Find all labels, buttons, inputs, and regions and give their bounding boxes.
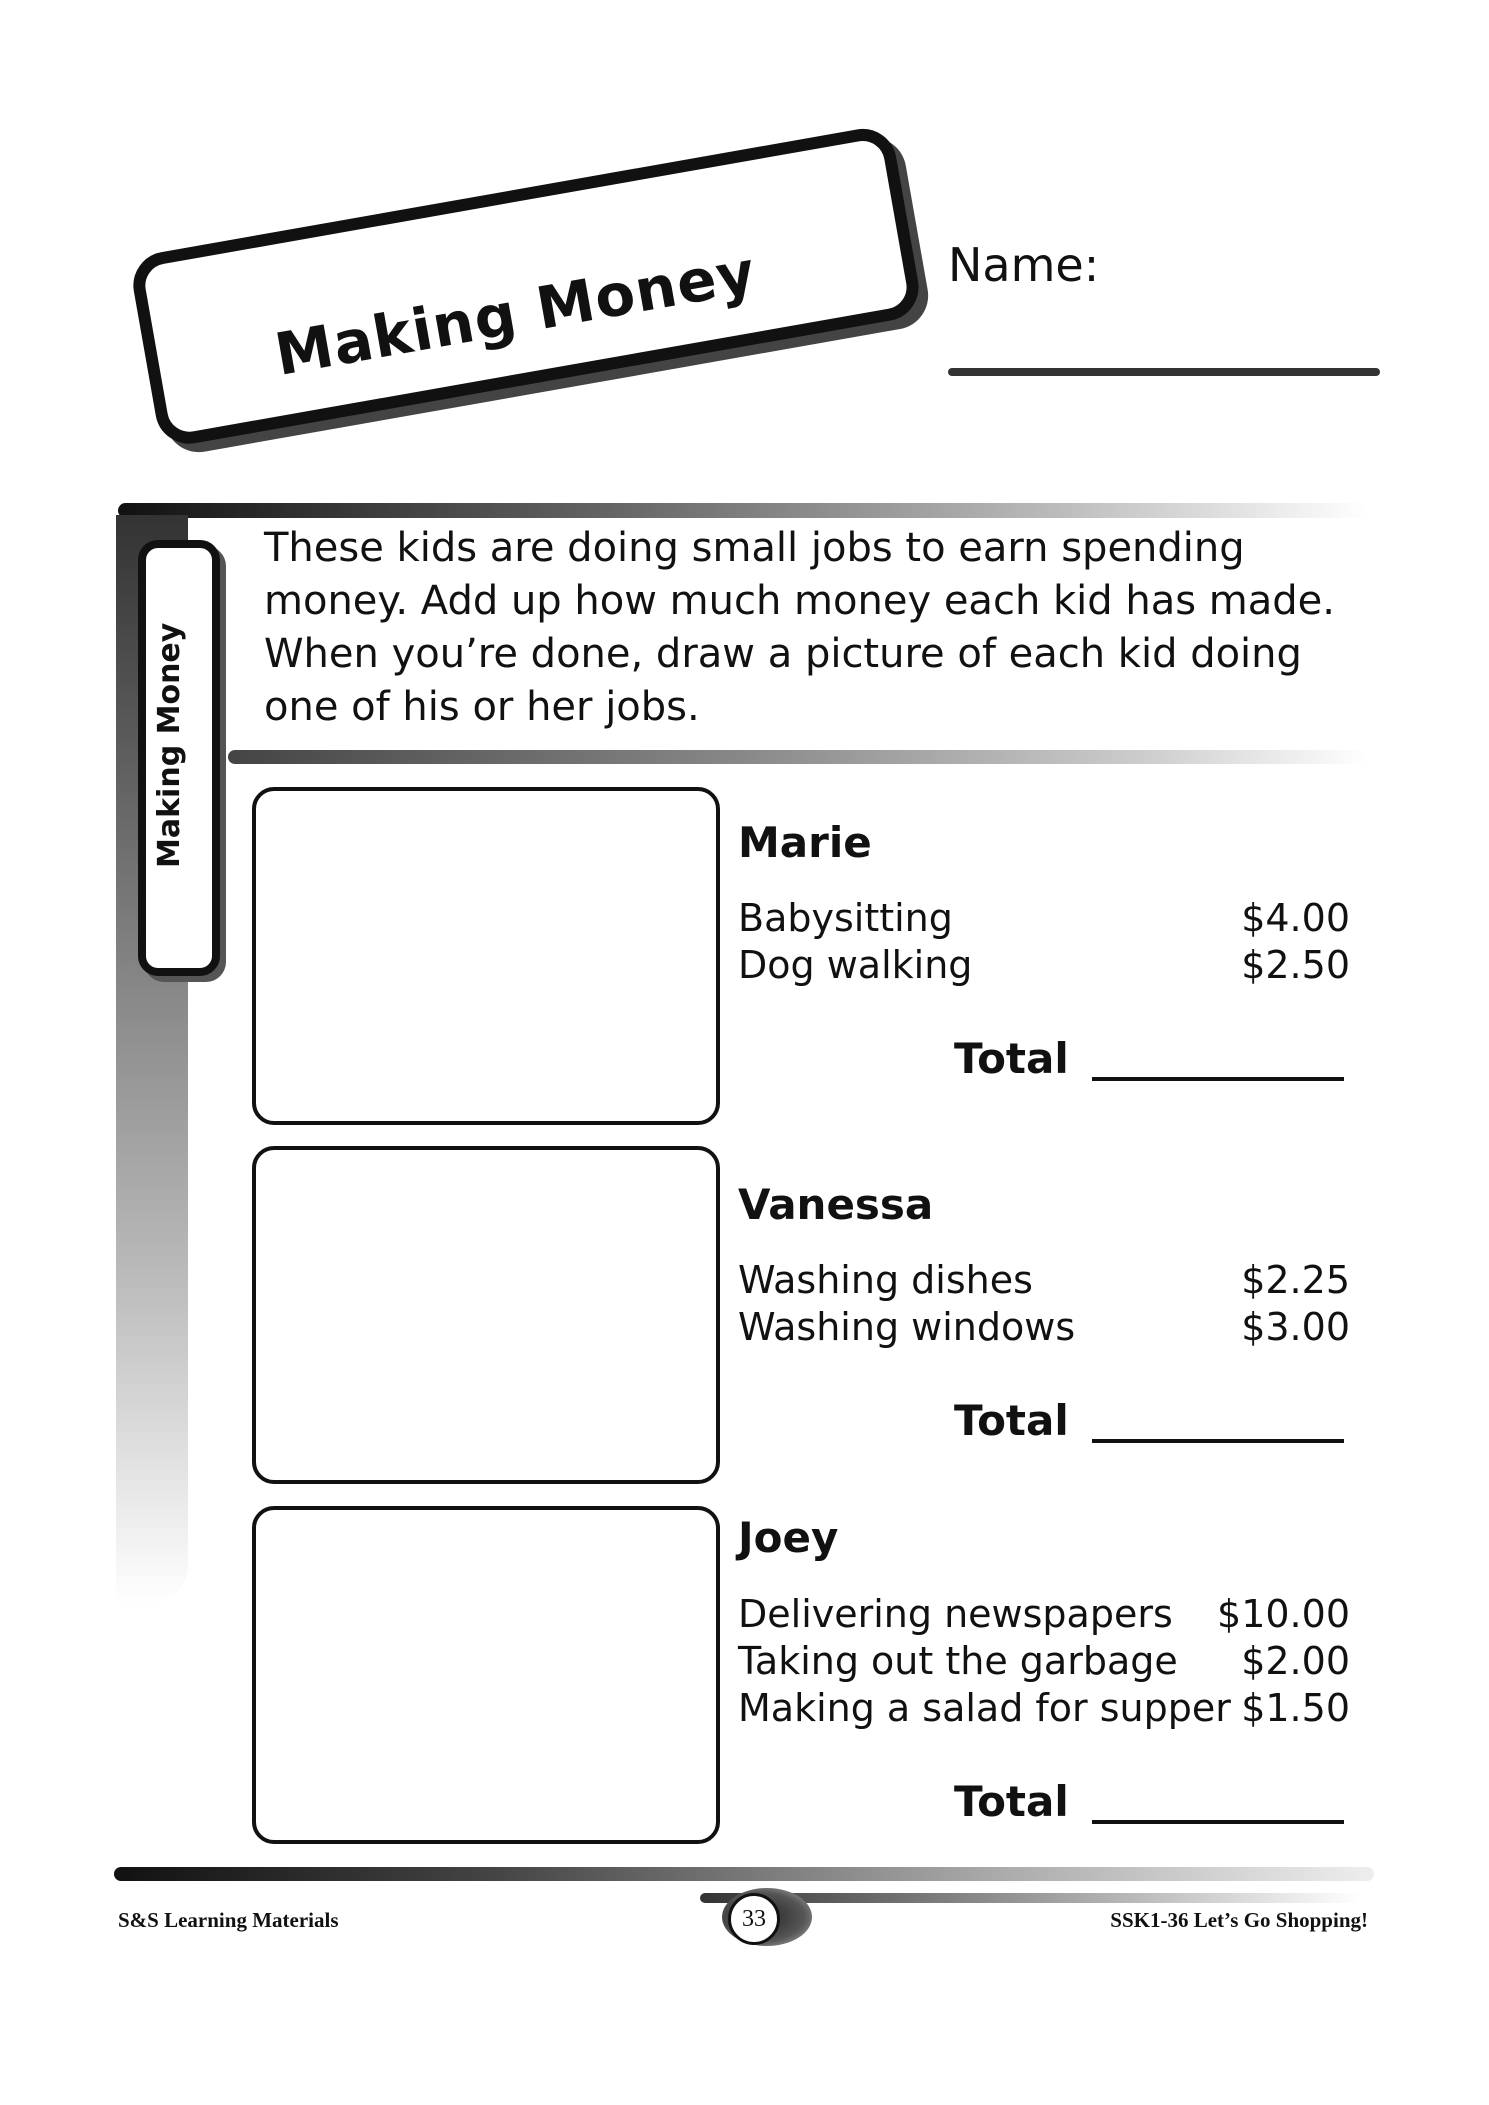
job-label: Dog walking [738,943,973,987]
job-row [738,896,1350,944]
name-line [948,368,1380,376]
job-row [738,1258,1350,1306]
job-label: Washing dishes [738,1258,1033,1302]
bottom-divider [114,1867,1374,1881]
book-title: SSK1-36 Let’s Go Shopping! [1110,1908,1368,1932]
middle-divider [228,750,1368,764]
job-amount: $10.00 [1217,1592,1350,1636]
total-answer-line-joey[interactable] [1092,1820,1344,1824]
job-row [738,1305,1350,1353]
job-label: Making a salad for supper [738,1686,1231,1730]
drawing-box-marie[interactable] [252,787,720,1125]
total-label-joey: Total [954,1777,1069,1826]
drawing-box-joey[interactable] [252,1506,720,1844]
job-amount: $2.00 [1241,1639,1350,1683]
job-label: Taking out the garbage [738,1639,1178,1683]
job-row [738,1592,1350,1640]
kid-name-vanessa: Vanessa [738,1180,934,1229]
job-label: Washing windows [738,1305,1076,1349]
total-answer-line-vanessa[interactable] [1092,1439,1344,1443]
page-title: Making Money [270,237,761,389]
drawing-box-vanessa[interactable] [252,1146,720,1484]
instructions: These kids are doing small jobs to earn spending money. Add up how much money each kid has made. When you’re done, draw a picture of each kid doing one of his or her jobs. [264,525,1335,730]
job-amount: $3.00 [1241,1305,1350,1349]
job-amount: $4.00 [1241,896,1350,940]
job-label: Delivering newspapers [738,1592,1173,1636]
job-amount: $1.50 [1241,1686,1350,1730]
top-divider [118,503,1368,518]
job-row [738,1639,1350,1687]
job-amount: $2.50 [1241,943,1350,987]
kid-name-joey: Joey [738,1513,839,1562]
job-amount: $2.25 [1241,1258,1350,1302]
total-label-marie: Total [954,1034,1069,1083]
total-label-vanessa: Total [954,1396,1069,1445]
kid-name-marie: Marie [738,818,872,867]
name-label: Name: [948,238,1100,292]
side-tab-label: Making Money [152,622,187,868]
job-row [738,943,1350,991]
page-number: 33 [728,1893,780,1945]
publisher-name: S&S Learning Materials [118,1908,339,1932]
total-answer-line-marie[interactable] [1092,1077,1344,1081]
job-row [738,1686,1350,1734]
job-label: Babysitting [738,896,953,940]
